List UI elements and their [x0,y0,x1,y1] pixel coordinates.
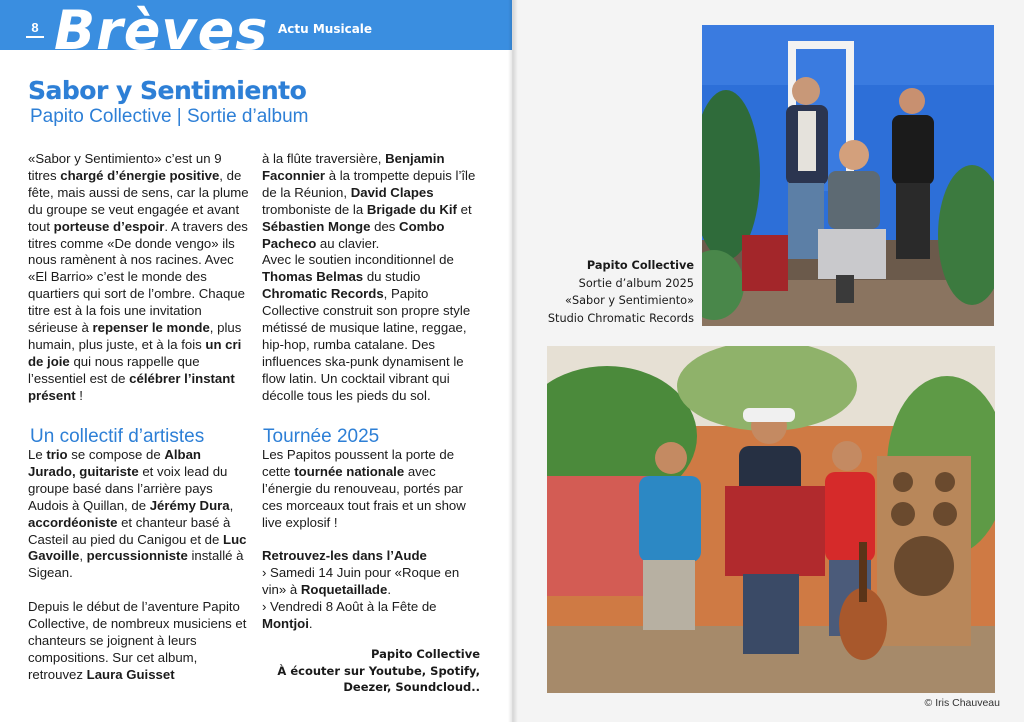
caption-line: Sortie d’album 2025 [578,276,694,290]
signature-block [262,646,480,696]
collective-column [28,447,250,684]
article-column-2 [262,151,484,405]
intro-paragraph: «Sabor y Sentimiento» c’est un 9 titres chargé d’énergie positive, de fête, mais aussi de sens, car la plume du groupe se veut engagée et avant tout porteuse d’espoir. A travers des titres comme «De donde vengo» ils nous ramènent à nos racines. Avec «El Barrio» c’est le monde des quartiers qui sort de l’ombre. Chaque titre est à la fois une invitation sérieuse à repenser le monde, plus humain, plus juste, et à la fois un cri de joie qui nous rappelle que l’essentiel est de célébrer l’instant présent ! [28,151,249,403]
band-photo-blue-wall [702,25,994,326]
tour-column [262,447,484,633]
article-column-1 [28,151,250,405]
article-title: Sabor y Sentimiento [28,76,307,105]
signature-name: Papito Collective [370,647,480,661]
band-photo-garden-image [547,346,995,693]
support-paragraph: Avec le soutien inconditionnel de Thomas Belmas du studio Chromatic Records, Papito Collective construit son propre style métissé de musique latine, reggae, hip-hop, rumba catalane. Des influences ska-punk dynamisent le flow latin. Un cocktail vibrant qui décolle tous les pieds du sol. [262,252,471,403]
date-item: › Samedi 14 Juin pour «Roque en vin» à Roquetaillade. [262,565,460,598]
signature-line: À écouter sur Youtube, Spotify, [277,663,480,678]
article-subtitle: Papito Collective | Sortie d’album [30,106,309,127]
band-photo-garden [547,346,995,693]
rubrique-label: Actu Musicale [278,22,373,36]
page-number: 8 [26,20,44,38]
dates-title: Retrouvez-les dans l’Aude [262,548,427,564]
photo-credit: © Iris Chauveau [924,697,1000,709]
collective-heading: Un collectif d’artistes [30,426,205,447]
adventure-paragraph: Depuis le début de l’aventure Papito Collective, de nombreux musiciens et chanteurs se joignent à leurs compositions. Sur cet album, retrouvez Laura Guisset [28,599,247,682]
caption-line: «Sabor y Sentimiento» [565,294,694,307]
signature-line: Deezer, Soundcloud.. [343,680,480,694]
caption-band-name: Papito Collective [586,259,694,272]
photo-caption [530,257,694,327]
section-title: Brèves [54,0,269,56]
trio-paragraph: Le trio se compose de Alban Jurado, guitariste et voix lead du groupe basé dans l’arrière pays Audois à Quillan, de Jérémy Dura, accordéoniste et chanteur basé à Casteil au pied du Canigou et de Luc Gavoille, percussionniste installé à Sigean. [28,447,247,581]
tour-paragraph: Les Papitos poussent la porte de cette tournée nationale avec l’énergie du renouveau, portés par ces morceaux tout frais et un show live explosif ! [262,447,466,530]
musicians-paragraph: à la flûte traversière, Benjamin Faconnier à la trompette depuis l’île de la Réunion, David Clapes tromboniste de la Brigade du Kif et Sébastien Monge des Combo Pacheco au clavier. [262,151,476,251]
tour-heading: Tournée 2025 [263,426,380,447]
date-item: › Vendredi 8 Août à la Fête de Montjoi. [262,599,437,632]
band-photo-blue-wall-image [702,25,994,326]
page-spine [508,0,518,722]
caption-line: Studio Chromatic Records [547,311,694,325]
